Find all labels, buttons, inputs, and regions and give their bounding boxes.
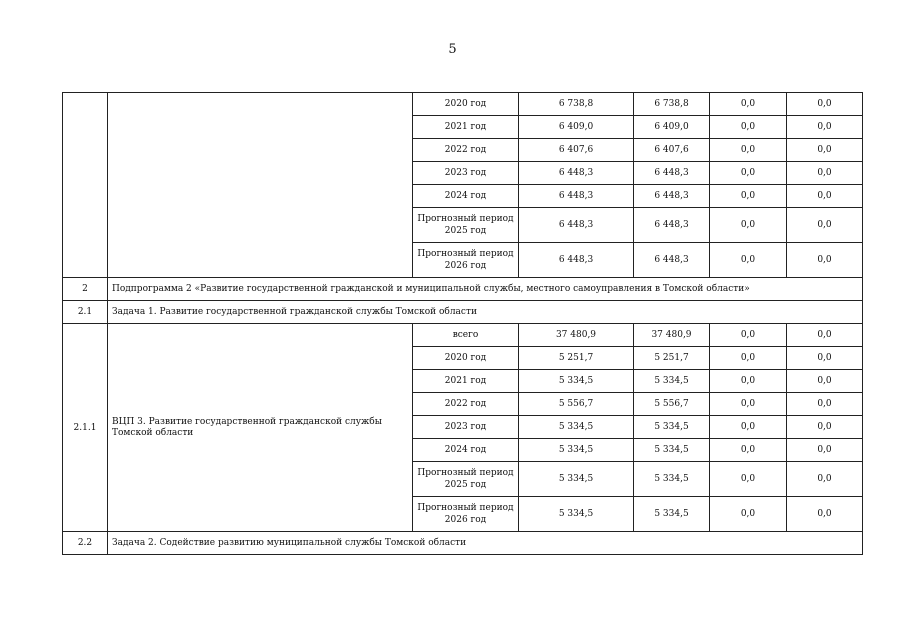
value-cell: 6 448,3: [519, 162, 634, 185]
value-cell: 5 334,5: [519, 497, 634, 532]
period-cell: 2021 год: [413, 116, 519, 139]
value-cell: 6 738,8: [634, 93, 710, 116]
row-number-cell: 2.1.1: [63, 324, 108, 532]
period-cell: 2024 год: [413, 439, 519, 462]
value-cell: 0,0: [787, 116, 863, 139]
value-cell: 37 480,9: [519, 324, 634, 347]
task-row: [63, 301, 863, 324]
task-row: [63, 532, 863, 555]
value-cell: 5 251,7: [519, 347, 634, 370]
period-cell: 2021 год: [413, 370, 519, 393]
value-cell: 0,0: [710, 439, 787, 462]
period-cell: 2020 год: [413, 93, 519, 116]
value-cell: 5 556,7: [634, 393, 710, 416]
value-cell: 6 448,3: [519, 185, 634, 208]
value-cell: 0,0: [787, 497, 863, 532]
value-cell: 0,0: [787, 139, 863, 162]
task-title: Задача 1. Развитие государственной гражданской службы Томской области: [108, 301, 863, 324]
value-cell: 5 334,5: [519, 370, 634, 393]
value-cell: 5 334,5: [519, 462, 634, 497]
value-cell: 0,0: [787, 462, 863, 497]
period-cell: 2022 год: [413, 393, 519, 416]
value-cell: 0,0: [787, 347, 863, 370]
value-cell: 5 334,5: [634, 416, 710, 439]
value-cell: 0,0: [710, 243, 787, 278]
table-row: [63, 324, 863, 347]
period-cell: 2023 год: [413, 416, 519, 439]
value-cell: 5 556,7: [519, 393, 634, 416]
table-row: [63, 93, 863, 116]
period-cell: всего: [413, 324, 519, 347]
period-cell: Прогнозный период 2026 год: [413, 497, 519, 532]
period-cell: 2023 год: [413, 162, 519, 185]
period-cell: 2024 год: [413, 185, 519, 208]
row-number-cell: 2.2: [63, 532, 108, 555]
period-cell: Прогнозный период 2025 год: [413, 208, 519, 243]
value-cell: 0,0: [710, 393, 787, 416]
value-cell: 6 448,3: [634, 243, 710, 278]
value-cell: 0,0: [710, 93, 787, 116]
value-cell: 0,0: [787, 185, 863, 208]
row-name-cell: [108, 93, 413, 278]
value-cell: 0,0: [710, 185, 787, 208]
value-cell: 0,0: [787, 93, 863, 116]
value-cell: 0,0: [710, 497, 787, 532]
value-cell: 0,0: [710, 324, 787, 347]
value-cell: 0,0: [710, 162, 787, 185]
value-cell: 0,0: [787, 243, 863, 278]
budget-table: [62, 92, 863, 555]
value-cell: 0,0: [710, 139, 787, 162]
value-cell: 0,0: [710, 462, 787, 497]
value-cell: 6 409,0: [519, 116, 634, 139]
value-cell: 6 448,3: [634, 162, 710, 185]
subprogram-row: [63, 278, 863, 301]
value-cell: 6 448,3: [519, 243, 634, 278]
row-number-cell: 2.1: [63, 301, 108, 324]
value-cell: 5 334,5: [634, 462, 710, 497]
task-title: Задача 2. Содействие развитию муниципальной службы Томской области: [108, 532, 863, 555]
value-cell: 37 480,9: [634, 324, 710, 347]
value-cell: 6 448,3: [634, 185, 710, 208]
value-cell: 5 334,5: [634, 497, 710, 532]
period-cell: Прогнозный период 2026 год: [413, 243, 519, 278]
value-cell: 6 407,6: [634, 139, 710, 162]
value-cell: 6 448,3: [634, 208, 710, 243]
value-cell: 6 738,8: [519, 93, 634, 116]
value-cell: 6 407,6: [519, 139, 634, 162]
period-cell: Прогнозный период 2025 год: [413, 462, 519, 497]
page-number: 5: [448, 42, 457, 57]
value-cell: 0,0: [787, 162, 863, 185]
value-cell: 0,0: [787, 393, 863, 416]
value-cell: 0,0: [710, 370, 787, 393]
value-cell: 5 334,5: [519, 439, 634, 462]
value-cell: 5 251,7: [634, 347, 710, 370]
value-cell: 0,0: [787, 324, 863, 347]
value-cell: 0,0: [787, 439, 863, 462]
period-cell: 2020 год: [413, 347, 519, 370]
value-cell: 5 334,5: [634, 370, 710, 393]
value-cell: 6 409,0: [634, 116, 710, 139]
value-cell: 0,0: [710, 416, 787, 439]
value-cell: 6 448,3: [519, 208, 634, 243]
row-number-cell: [63, 93, 108, 278]
row-number-cell: 2: [63, 278, 108, 301]
program-name-cell: ВЦП 3. Развитие государственной гражданской службы Томской области: [108, 324, 413, 532]
value-cell: 0,0: [710, 208, 787, 243]
value-cell: 0,0: [787, 208, 863, 243]
value-cell: 5 334,5: [519, 416, 634, 439]
period-cell: 2022 год: [413, 139, 519, 162]
value-cell: 5 334,5: [634, 439, 710, 462]
subprogram-title: Подпрограмма 2 «Развитие государственной гражданской и муниципальной службы, местного самоуправления в Томской области»: [108, 278, 863, 301]
value-cell: 0,0: [787, 370, 863, 393]
value-cell: 0,0: [710, 347, 787, 370]
value-cell: 0,0: [710, 116, 787, 139]
value-cell: 0,0: [787, 416, 863, 439]
